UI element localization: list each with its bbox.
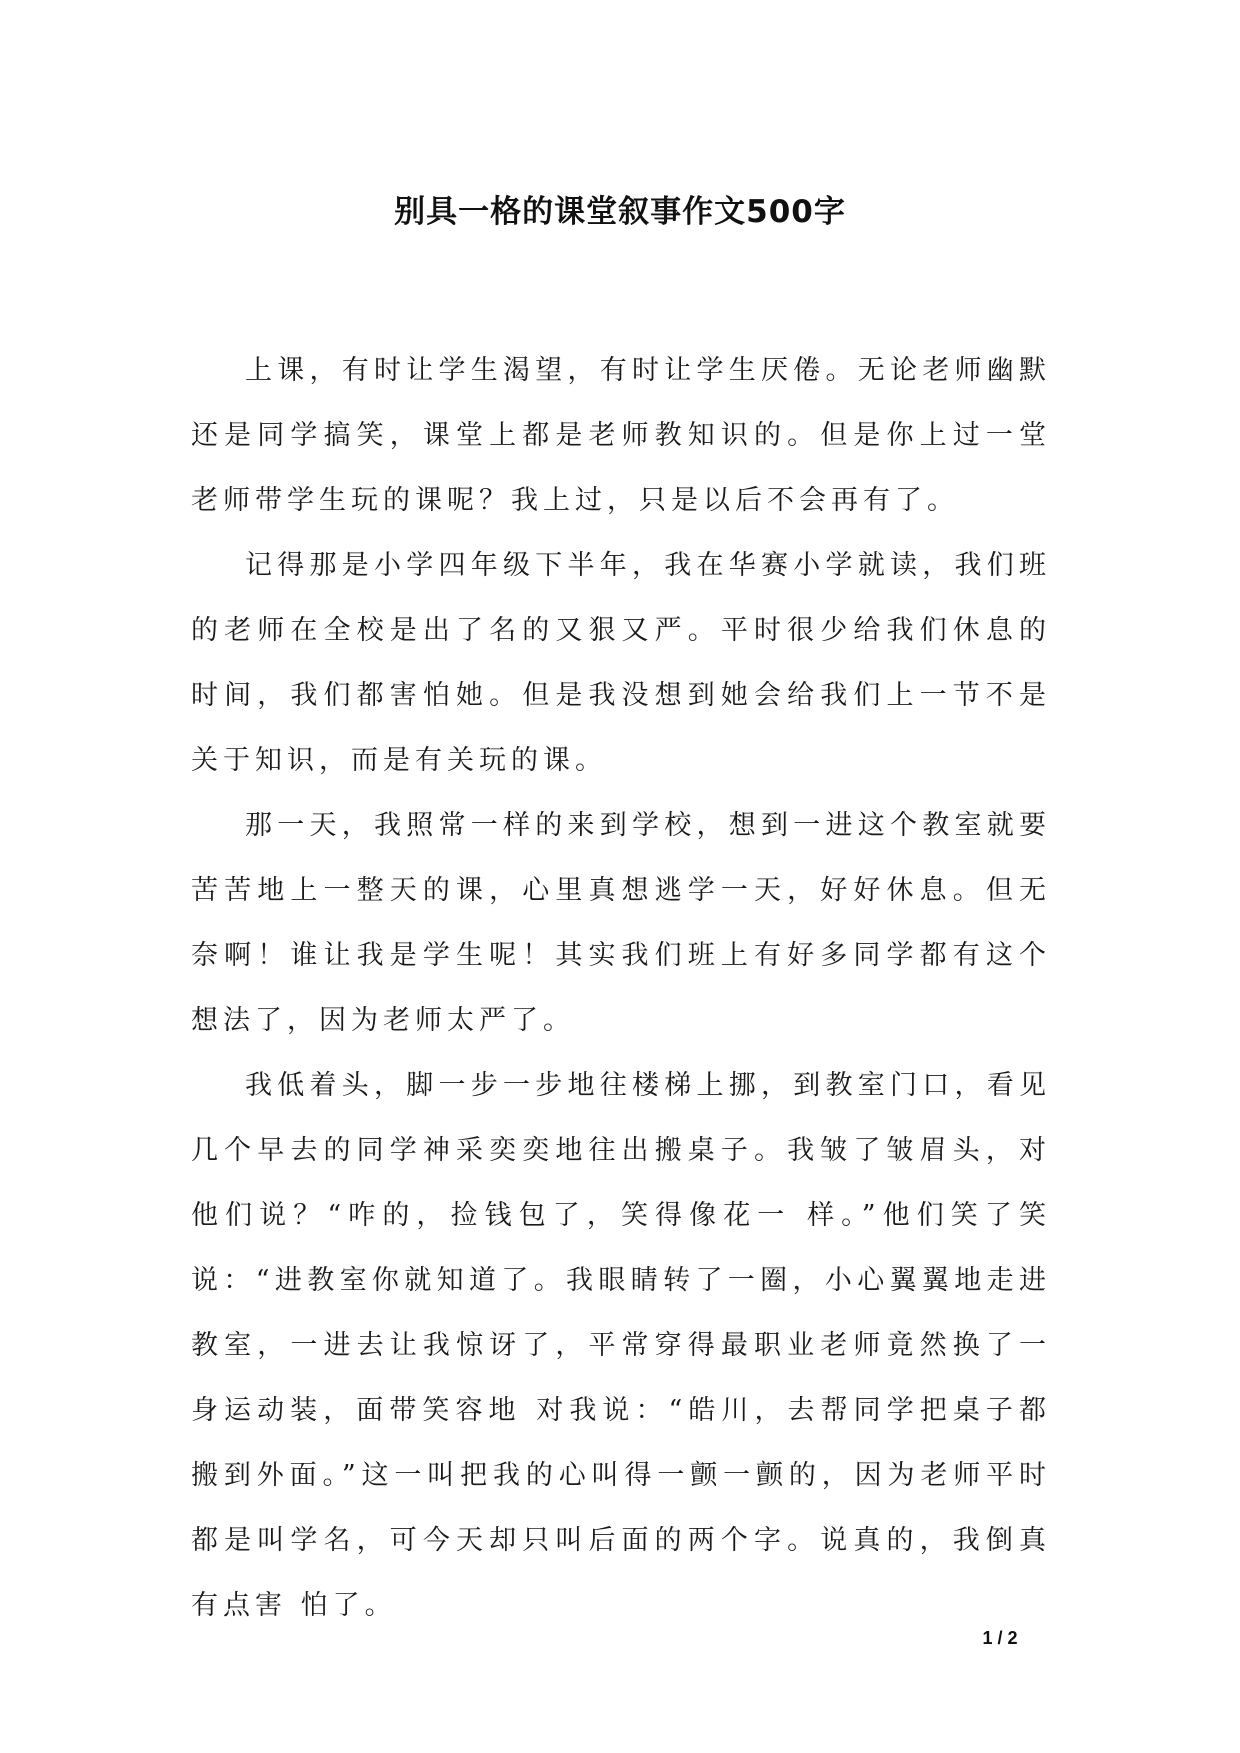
document-body xyxy=(191,338,1051,1638)
paragraph: 我低着头，脚一步一步地往楼梯上挪，到教室门口，看见几个早去的同学神采奕奕地往出搬桌子。我皱了皱眉头，对他们说？“咋的，捡钱包了，笑得像花一 样。”他们笑了笑说：“进教室你就知道了。我眼睛转了一圈，小心翼翼地走进教室，一进去让我惊讶了，平常穿得最职业老师竟然换了一身运动装，面带笑容地 对我说：“皓川，去帮同学把桌子都搬到外面。”这一叫把我的心叫得一颤一颤的，因为老师平时都是叫学名，可今天却只叫后面的两个字。说真的，我倒真有点害 怕了。 xyxy=(191,1070,1051,1621)
paragraph: 上课，有时让学生渴望，有时让学生厌倦。无论老师幽默还是同学搞笑，课堂上都是老师教知识的。但是你上过一堂老师带学生玩的课呢？我上过，只是以后不会再有了。 xyxy=(191,355,1051,516)
page-number: 1 / 2 xyxy=(982,1628,1018,1648)
document-title: 别具一格的课堂叙事作文500字 xyxy=(394,194,846,230)
paragraph: 那一天，我照常一样的来到学校，想到一进这个教室就要苦苦地上一整天的课，心里真想逃学一天，好好休息。但无奈啊！谁让我是学生呢！其实我们班上有好多同学都有这个想法了，因为老师太严了。 xyxy=(191,810,1051,1036)
paragraph: 记得那是小学四年级下半年，我在华赛小学就读，我们班的老师在全校是出了名的又狠又严。平时很少给我们休息的时间，我们都害怕她。但是我没想到她会给我们上一节不是关于知识，而是有关玩的课。 xyxy=(191,550,1051,776)
